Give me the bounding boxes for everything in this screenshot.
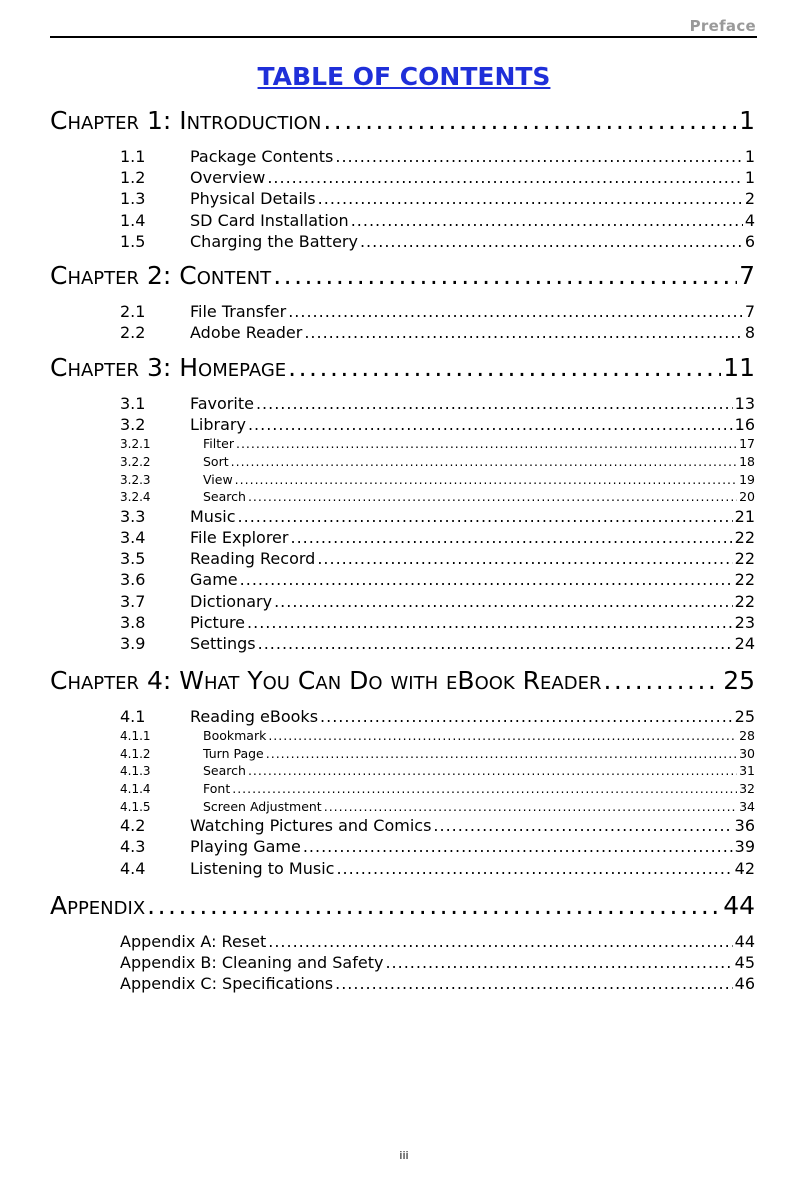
toc-subsection-entry[interactable]: [50, 453, 755, 470]
chapter-page: 7: [739, 261, 755, 290]
section-page: 8: [744, 323, 755, 343]
dot-leader: [256, 393, 733, 414]
toc-section-entry[interactable]: [50, 167, 755, 188]
section-number: 3.7: [120, 591, 146, 611]
section-title: Turn Page: [203, 745, 264, 761]
section-page: 16: [734, 415, 755, 435]
chapter-page: 11: [723, 353, 755, 382]
section-title: Screen Adjustment: [203, 798, 322, 814]
section-number: 1.4: [120, 210, 146, 230]
dot-leader: [232, 780, 737, 797]
page-title[interactable]: TABLE OF CONTENTS: [257, 62, 551, 91]
section-page: 46: [734, 974, 755, 994]
toc-section-entry[interactable]: [50, 548, 755, 569]
toc-section-entry[interactable]: [50, 591, 755, 612]
section-title: Reading Record: [190, 549, 316, 569]
dot-leader: [268, 931, 732, 952]
toc-subsection-entry[interactable]: [50, 727, 755, 744]
section-number: 2.2: [120, 323, 146, 343]
section-page: 23: [734, 612, 755, 632]
dot-leader: [288, 301, 743, 322]
chapter-title: Chapter 2: Content: [50, 261, 272, 290]
section-title: View: [203, 471, 233, 487]
toc-section-entry[interactable]: [50, 231, 755, 252]
section-number: 3.8: [120, 612, 146, 632]
section-number: 4.1.4: [120, 782, 151, 796]
section-page: 19: [739, 471, 755, 487]
dot-leader: [248, 488, 737, 505]
toc-subsection-entry[interactable]: [50, 798, 755, 815]
section-number: 4.1.1: [120, 729, 151, 744]
dot-leader: [274, 591, 733, 612]
section-title: Settings: [190, 634, 256, 653]
section-page: 34: [739, 798, 755, 814]
section-number: 3.9: [120, 634, 146, 653]
section-title: Music: [190, 506, 236, 526]
toc-appendix-entry[interactable]: [50, 973, 755, 994]
toc-subsection-entry[interactable]: [50, 745, 755, 762]
section-page: 39: [734, 837, 755, 857]
section-title: Charging the Battery: [190, 231, 358, 251]
dot-leader: [247, 612, 733, 633]
header-rule: [50, 36, 757, 38]
dot-leader: [433, 815, 732, 836]
section-page: 28: [739, 728, 755, 744]
dot-leader: [323, 104, 737, 138]
toc-section-entry[interactable]: [50, 858, 755, 879]
section-title: Search: [203, 763, 246, 779]
chapter-title: Chapter 3: Homepage: [50, 353, 287, 382]
section-title: Watching Pictures and Comics: [190, 816, 432, 836]
section-page: 7: [744, 302, 755, 321]
dot-leader: [147, 889, 721, 923]
section-page: 18: [739, 454, 755, 469]
dot-leader: [603, 664, 721, 698]
section-page: 4: [744, 210, 755, 230]
section-number: 4.1.3: [120, 764, 151, 779]
section-title: Physical Details: [190, 189, 316, 209]
section-title: Bookmark: [203, 728, 267, 744]
section-page: 24: [734, 634, 755, 653]
section-title: Listening to Music: [190, 858, 335, 878]
section-title: Package Contents: [190, 147, 334, 166]
section-page: 22: [734, 549, 755, 569]
section-page: 22: [734, 528, 755, 547]
section-title: Favorite: [190, 394, 254, 413]
toc-section-entry[interactable]: [50, 569, 755, 590]
dot-leader: [268, 727, 737, 744]
section-page: 1: [744, 147, 755, 166]
dot-leader: [324, 798, 737, 815]
section-number: 3.3: [120, 506, 146, 526]
section-number: 3.2: [120, 415, 146, 435]
toc-section-entry[interactable]: [50, 815, 755, 836]
dot-leader: [335, 146, 742, 167]
section-page: 42: [734, 858, 755, 878]
section-number: 3.2.2: [120, 455, 151, 469]
section-page: 22: [734, 570, 755, 590]
dot-leader: [335, 973, 733, 994]
section-page: 36: [734, 816, 755, 836]
toc-section-entry[interactable]: [50, 188, 755, 209]
section-number: 4.3: [120, 837, 146, 857]
toc-section-entry[interactable]: [50, 633, 755, 654]
chapter-title: Appendix: [50, 891, 146, 920]
toc-chapter-entry[interactable]: [50, 889, 755, 923]
dot-leader: [360, 231, 743, 252]
toc-chapter-entry[interactable]: [50, 259, 755, 293]
dot-leader: [238, 506, 733, 527]
section-number: 1.1: [120, 147, 146, 166]
section-number: 1.2: [120, 168, 146, 188]
section-page: 2: [744, 189, 755, 209]
dot-leader: [248, 414, 733, 435]
section-title: File Transfer: [190, 302, 287, 321]
dot-leader: [336, 858, 732, 879]
section-title: Playing Game: [190, 837, 301, 857]
toc-section-entry[interactable]: [50, 527, 755, 548]
section-title: Game: [190, 570, 238, 590]
section-page: 32: [739, 781, 755, 796]
chapter-title: Chapter 1: Introduction: [50, 106, 322, 135]
dot-leader: [303, 836, 733, 857]
section-number: 3.2.3: [120, 472, 151, 487]
toc-section-entry[interactable]: [50, 506, 755, 527]
toc-subsection-entry[interactable]: [50, 780, 755, 797]
toc-section-entry[interactable]: [50, 414, 755, 435]
section-title: Appendix C: Specifications: [120, 974, 334, 994]
chapter-title: Chapter 4: What You Can Do with eBook Reader: [50, 666, 602, 695]
section-title: Reading eBooks: [190, 707, 319, 726]
section-number: 4.2: [120, 816, 146, 836]
section-page: 6: [744, 231, 755, 251]
dot-leader: [231, 453, 737, 470]
section-number: 4.1.2: [120, 746, 151, 761]
section-page: 22: [734, 591, 755, 611]
section-number: 3.2.4: [120, 490, 151, 505]
toc-appendix-entry[interactable]: [50, 952, 755, 973]
toc-section-entry[interactable]: [50, 301, 755, 322]
toc-subsection-entry[interactable]: [50, 471, 755, 488]
section-number: 3.1: [120, 394, 146, 413]
section-page: 31: [739, 763, 755, 779]
section-page: 25: [734, 707, 755, 726]
dot-leader: [273, 259, 737, 293]
dot-leader: [318, 188, 743, 209]
chapter-page: 44: [723, 891, 755, 920]
section-page: 1: [744, 168, 755, 188]
section-number: 1.5: [120, 231, 146, 251]
dot-leader: [317, 548, 732, 569]
section-number: 3.6: [120, 570, 146, 590]
section-number: 4.1.5: [120, 799, 151, 814]
section-number: 4.4: [120, 858, 146, 878]
section-number: 4.1: [120, 707, 146, 726]
toc-subsection-entry[interactable]: [50, 762, 755, 779]
section-number: 3.2.1: [120, 437, 151, 452]
section-title: Appendix B: Cleaning and Safety: [120, 953, 384, 973]
dot-leader: [267, 167, 742, 188]
section-title: Appendix A: Reset: [120, 932, 267, 951]
section-title: Dictionary: [190, 591, 273, 611]
dot-leader: [385, 952, 732, 973]
section-title: Filter: [203, 436, 234, 452]
section-title: Library: [190, 415, 246, 435]
toc-subsection-entry[interactable]: [50, 435, 755, 452]
section-page: 30: [739, 745, 755, 761]
dot-leader: [320, 706, 733, 727]
running-header: Preface: [689, 17, 756, 35]
toc-section-entry[interactable]: [50, 393, 755, 414]
section-title: Sort: [203, 454, 229, 469]
section-page: 13: [734, 394, 755, 413]
section-page: 45: [734, 953, 755, 973]
section-number: 2.1: [120, 302, 146, 321]
section-title: Search: [203, 489, 246, 505]
dot-leader: [240, 569, 733, 590]
section-page: 44: [734, 932, 755, 951]
toc-section-entry[interactable]: [50, 706, 755, 727]
toc-chapter-entry[interactable]: [50, 351, 755, 385]
section-title: Adobe Reader: [190, 323, 303, 343]
section-title: Picture: [190, 612, 246, 632]
section-page: 17: [739, 436, 755, 452]
dot-leader: [266, 745, 737, 762]
toc-section-entry[interactable]: [50, 322, 755, 343]
section-title: Font: [203, 781, 231, 796]
section-number: 3.4: [120, 528, 146, 547]
dot-leader: [290, 527, 732, 548]
toc-appendix-entry[interactable]: [50, 931, 755, 952]
section-number: 3.5: [120, 549, 146, 569]
chapter-page: 25: [723, 666, 755, 695]
toc-section-entry[interactable]: [50, 612, 755, 633]
section-page: 21: [734, 506, 755, 526]
page-number: iii: [399, 1149, 409, 1162]
dot-leader: [304, 322, 742, 343]
section-title: SD Card Installation: [190, 210, 349, 230]
dot-leader: [258, 633, 733, 654]
dot-leader: [235, 471, 737, 488]
dot-leader: [248, 762, 737, 779]
toc-section-entry[interactable]: [50, 146, 755, 167]
section-page: 20: [739, 489, 755, 505]
dot-leader: [288, 351, 721, 385]
toc-chapter-entry[interactable]: [50, 104, 755, 138]
section-title: File Explorer: [190, 528, 289, 547]
toc-section-entry[interactable]: [50, 210, 755, 231]
toc-section-entry[interactable]: [50, 836, 755, 857]
toc-chapter-entry[interactable]: [50, 664, 755, 698]
toc-subsection-entry[interactable]: [50, 488, 755, 505]
dot-leader: [351, 210, 743, 231]
section-title: Overview: [190, 168, 266, 188]
dot-leader: [236, 435, 737, 452]
section-number: 1.3: [120, 189, 146, 209]
chapter-page: 1: [739, 106, 755, 135]
